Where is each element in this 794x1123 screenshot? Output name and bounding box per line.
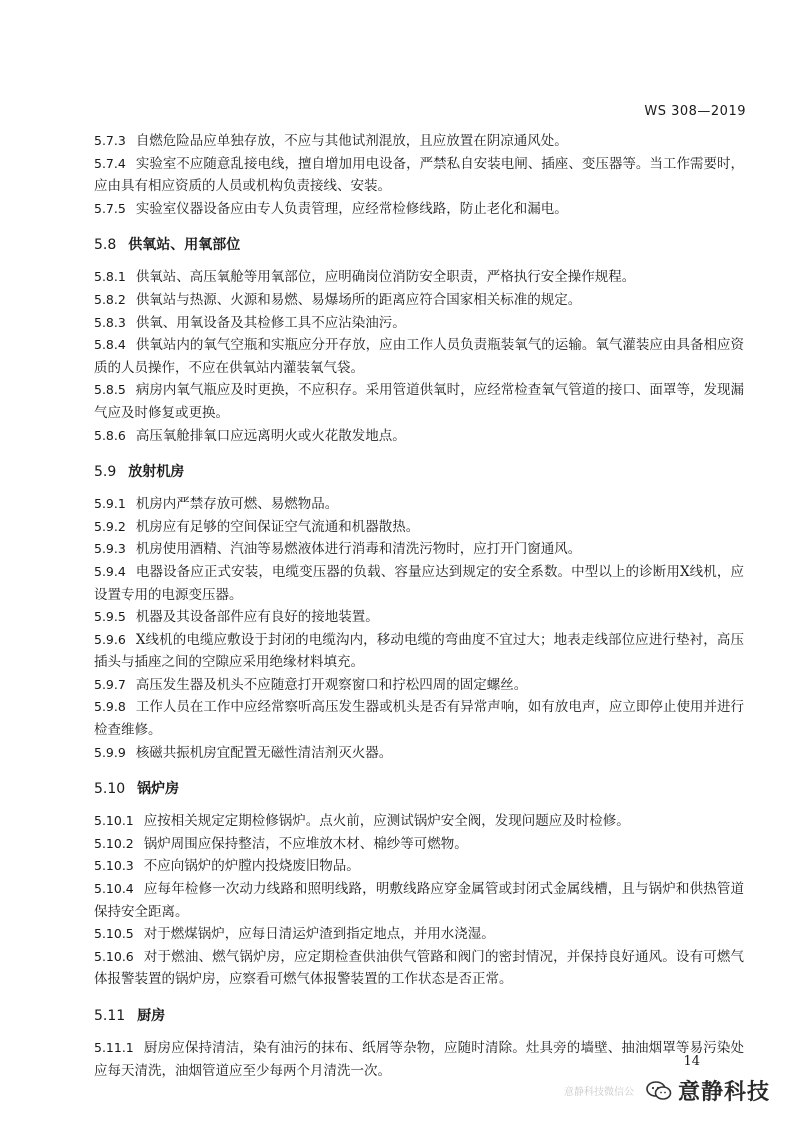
clause-text: 高压氧舱排氧口应远离明火或火花散发地点。 <box>135 427 406 444</box>
clause-number: 5.9.8 <box>94 699 126 715</box>
section-number: 5.8 <box>94 237 117 254</box>
clause <box>94 923 744 946</box>
clause-number: 5.10.3 <box>94 858 134 874</box>
document-code: WS 308—2019 <box>644 104 746 119</box>
section-title: 放射机房 <box>128 464 185 481</box>
clause-text: 电器设备应正式安装，电缆变压器的负载、容量应达到规定的安全系数。中型以上的诊断用X线机，应设置专用的电源变压器。 <box>94 563 744 603</box>
clause-text: 自燃危险品应单独存放，不应与其他试剂混放，且应放置在阴凉通风处。 <box>135 133 568 149</box>
clause-text: 机房内严禁存放可燃、易燃物品。 <box>135 496 339 513</box>
clause <box>94 878 744 923</box>
clause-text: 对于燃油、燃气锅炉房，应定期检查供油供气管路和阀门的密封情况，并保持良好通风。设有可燃气体报警装置的锅炉房，应察看可燃气体报警装置的工作状态是否正常。 <box>94 948 744 988</box>
clause-text: 实验室不应随意乱接电线，擅自增加用电设备，严禁私自安装电闸、插座、变压器等。当工作需要时，应由具有相应资质的人员或机构负责接线、安装。 <box>94 155 744 195</box>
clause <box>94 289 744 312</box>
clause-text: 供氧、用氧设备及其检修工具不应沾染油污。 <box>135 314 406 331</box>
clause-number: 5.11.1 <box>94 1040 134 1055</box>
clause <box>94 538 744 561</box>
section-heading <box>94 461 744 483</box>
clause-number: 5.7.4 <box>94 155 126 171</box>
clause-text: 机房应有足够的空间保证空气流通和机器散热。 <box>135 518 420 535</box>
clause <box>94 855 744 878</box>
clause-number: 5.7.3 <box>94 133 126 148</box>
clause <box>94 810 744 833</box>
document-body <box>94 130 744 1082</box>
section-number: 5.10 <box>94 781 126 798</box>
clause-number: 5.9.1 <box>94 496 126 512</box>
clause-number: 5.8.1 <box>94 269 126 285</box>
clause <box>94 629 744 674</box>
clause <box>94 696 744 741</box>
clause <box>94 198 744 221</box>
clause <box>94 266 744 289</box>
clause-number: 5.9.4 <box>94 563 126 579</box>
clause-text: 不应向锅炉的炉膛内投烧废旧物品。 <box>143 858 360 875</box>
clause-number: 5.9.5 <box>94 609 126 625</box>
watermark <box>564 1075 770 1106</box>
clause-text: 病房内氧气瓶应及时更换，不应积存。采用管道供氧时，应经常检查氧气管道的接口、面罩等，发现漏气应及时修复或更换。 <box>94 382 744 421</box>
clause-number: 5.8.2 <box>94 291 126 307</box>
clause <box>94 130 744 153</box>
clause <box>94 312 744 335</box>
clause-text: 高压发生器及机头不应随意打开观察窗口和拧松四周的固定螺丝。 <box>135 676 528 693</box>
page-number: 14 <box>683 1054 700 1069</box>
clause-text: 核磁共振机房宜配置无磁性清洁剂灭火器。 <box>135 744 393 761</box>
clause <box>94 516 744 539</box>
watermark-brand: 意静科技 <box>677 1080 770 1105</box>
clause-number: 5.10.6 <box>94 948 134 964</box>
clause-number: 5.10.1 <box>94 813 134 829</box>
section-heading <box>94 234 744 256</box>
clause-text: 供氧站与热源、火源和易燃、易爆场所的距离应符合国家相关标准的规定。 <box>135 291 582 308</box>
clause-text: 供氧站内的氧气空瓶和实瓶应分开存放，应由工作人员负责瓶装氧气的运输。氧气灌装应由具备相应资质的人员操作，不应在供氧站内灌装氧气袋。 <box>94 337 744 376</box>
clause-number: 5.9.2 <box>94 518 126 534</box>
clause-number: 5.10.4 <box>94 881 134 897</box>
clause-text: 机房使用酒精、汽油等易燃液体进行消毒和清洗污物时，应打开门窗通风。 <box>135 541 582 558</box>
section-number: 5.11 <box>94 1008 126 1024</box>
clause-text: 供氧站、高压氧舱等用氧部位，应明确岗位消防安全职责，严格执行安全操作规程。 <box>135 269 636 286</box>
section-title: 厨房 <box>137 1008 166 1024</box>
clause <box>94 493 744 516</box>
clause-number: 5.9.9 <box>94 744 126 760</box>
clause <box>94 674 744 697</box>
clause <box>94 379 744 424</box>
clause <box>94 833 744 856</box>
clause-number: 5.9.3 <box>94 541 126 557</box>
section-number: 5.9 <box>94 464 117 481</box>
clause <box>94 425 744 448</box>
clause-number: 5.9.6 <box>94 631 126 647</box>
clause <box>94 334 744 379</box>
clause-text: 厨房应保持清洁，染有油污的抹布、纸屑等杂物，应随时清除。灶具旁的墙壁、抽油烟罩等易污染处应每天清洗，油烟管道应至少每两个月清洗一次。 <box>94 1040 744 1079</box>
clause <box>94 946 744 991</box>
clause-text: 工作人员在工作中应经常察听高压发生器或机头是否有异常声响，如有放电声，应立即停止使用并进行检查维修。 <box>94 699 744 739</box>
clause <box>94 561 744 606</box>
clause-text: 锅炉周围应保持整洁，不应堆放木材、棉纱等可燃物。 <box>143 835 468 852</box>
clause-text: 机器及其设备部件应有良好的接地装置。 <box>135 609 379 626</box>
section-heading <box>94 778 744 800</box>
clause-number: 5.8.4 <box>94 337 126 353</box>
section-title: 锅炉房 <box>137 781 180 798</box>
wechat-icon <box>646 1081 672 1101</box>
clause-number: 5.10.5 <box>94 926 134 942</box>
clause <box>94 742 744 765</box>
section-title: 供氧站、用氧部位 <box>128 237 241 254</box>
clause-number: 5.10.2 <box>94 835 134 851</box>
clause-text: X线机的电缆应敷设于封闭的电缆沟内，移动电缆的弯曲度不宜过大；地表走线部位应进行垫衬，高压插头与插座之间的空隙应采用绝缘材料填充。 <box>94 631 744 671</box>
clause-text: 应按相关规定定期检修锅炉。点火前，应测试锅炉安全阀，发现问题应及时检修。 <box>143 813 630 830</box>
watermark-small-text: 意静科技微信公 <box>563 1087 634 1098</box>
clause <box>94 606 744 629</box>
clause-number: 5.8.3 <box>94 314 126 330</box>
clause-number: 5.8.6 <box>94 427 126 443</box>
clause-text: 应每年检修一次动力线路和照明线路，明敷线路应穿金属管或封闭式金属线槽，且与锅炉和供热管道保持安全距离。 <box>94 881 744 920</box>
section-heading <box>94 1005 744 1027</box>
clause-number: 5.7.5 <box>94 200 126 216</box>
clause-number: 5.8.5 <box>94 382 126 398</box>
clause-number: 5.9.7 <box>94 676 126 692</box>
clause-text: 对于燃煤锅炉，应每日清运炉渣到指定地点，并用水浇湿。 <box>143 926 495 943</box>
clause <box>94 153 744 198</box>
clause-text: 实验室仪器设备应由专人负责管理，应经常检修线路，防止老化和漏电。 <box>135 200 568 217</box>
